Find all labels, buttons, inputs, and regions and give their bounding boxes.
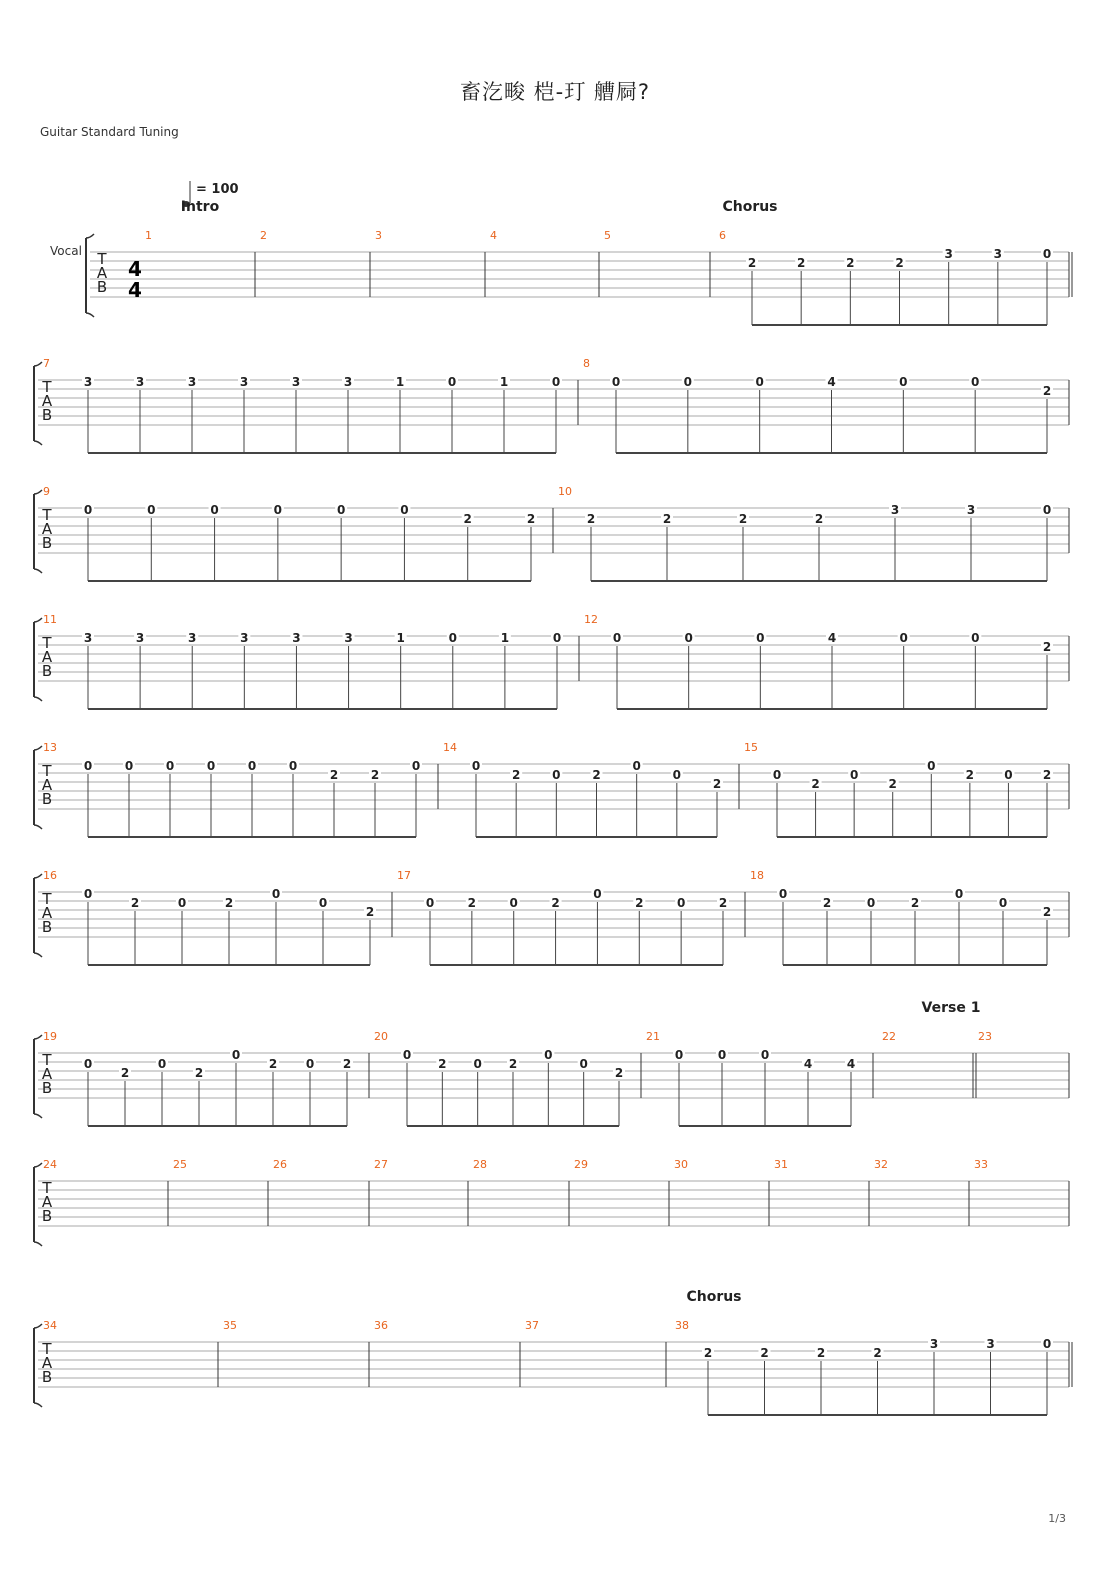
fret-number: 0 — [551, 375, 561, 389]
fret-number: 2 — [526, 512, 536, 526]
tab-clef-letter: A — [41, 1354, 53, 1372]
fret-number: 2 — [329, 768, 339, 782]
tab-clef-letter: B — [41, 1207, 53, 1225]
fret-number: 0 — [755, 375, 764, 389]
fret-number: 0 — [552, 768, 561, 782]
fret-number: 4 — [827, 631, 837, 645]
tab-clef-letter: A — [41, 520, 53, 538]
fret-number: 1 — [395, 375, 405, 389]
bar-number: 33 — [974, 1158, 988, 1171]
fret-number: 2 — [747, 256, 757, 270]
fret-number: 2 — [120, 1066, 130, 1080]
fret-number: 2 — [511, 768, 521, 782]
tab-clef-letter: A — [41, 1065, 53, 1083]
section-marker: Intro — [180, 199, 220, 215]
tab-clef-letter: B — [41, 662, 53, 680]
fret-number: 2 — [712, 777, 722, 791]
fret-number: 2 — [342, 1057, 352, 1071]
bar-number: 28 — [473, 1158, 487, 1171]
fret-number: 0 — [509, 896, 518, 910]
system-bracket-cap — [34, 1035, 42, 1118]
fret-number: 4 — [803, 1057, 813, 1071]
tab-clef-letter: B — [41, 790, 53, 808]
bar-number: 8 — [583, 357, 590, 370]
bar-number: 36 — [374, 1319, 388, 1332]
tab-clef-letter: T — [42, 378, 52, 396]
fret-number: 3 — [929, 1337, 939, 1351]
tab-clef-letter: T — [42, 890, 52, 908]
fret-number: 3 — [135, 631, 145, 645]
bar-number: 14 — [443, 741, 457, 754]
tab-clef-letter: A — [96, 264, 108, 282]
system-bracket-cap — [34, 746, 42, 829]
system-bracket-cap — [34, 874, 42, 957]
tab-clef-letter: B — [41, 406, 53, 424]
fret-number: 0 — [593, 887, 602, 901]
tab-clef-letter: T — [42, 762, 52, 780]
fret-number: 2 — [614, 1066, 624, 1080]
bar-number: 7 — [43, 357, 50, 370]
system-bracket-cap — [86, 234, 94, 317]
fret-number: 2 — [1042, 768, 1052, 782]
fret-number: 0 — [210, 503, 219, 517]
tab-clef-letter: B — [41, 1079, 53, 1097]
fret-number: 0 — [206, 759, 216, 773]
fret-number: 0 — [632, 759, 641, 773]
fret-number: 0 — [899, 631, 908, 645]
fret-number: 3 — [344, 631, 353, 645]
fret-number: 2 — [703, 1346, 713, 1360]
bar-number: 17 — [397, 869, 411, 882]
fret-number: 0 — [83, 503, 93, 517]
system-bracket-cap — [34, 618, 42, 701]
fret-number: 0 — [471, 759, 481, 773]
bar-number: 4 — [490, 229, 497, 242]
fret-number: 3 — [966, 503, 976, 517]
fret-number: 2 — [846, 256, 855, 270]
fret-number: 0 — [177, 896, 187, 910]
fret-number: 2 — [873, 1346, 882, 1360]
fret-number: 2 — [816, 1346, 826, 1360]
fret-number: 2 — [586, 512, 596, 526]
fret-number: 2 — [370, 768, 380, 782]
fret-number: 0 — [927, 759, 936, 773]
system-bracket-cap — [34, 1163, 42, 1246]
fret-number: 2 — [224, 896, 234, 910]
fret-number: 0 — [231, 1048, 241, 1062]
fret-number: 0 — [998, 896, 1008, 910]
tab-clef-letter: A — [41, 776, 53, 794]
bar-number: 32 — [874, 1158, 888, 1171]
fret-number: 3 — [240, 631, 249, 645]
fret-number: 0 — [402, 1048, 412, 1062]
fret-number: 2 — [738, 512, 748, 526]
fret-number: 3 — [188, 631, 197, 645]
bar-number: 10 — [558, 485, 572, 498]
bar-number: 38 — [675, 1319, 689, 1332]
bar-number: 12 — [584, 613, 598, 626]
tab-clef-letter: T — [42, 506, 52, 524]
fret-number: 3 — [135, 375, 145, 389]
bar-number: 19 — [43, 1030, 57, 1043]
fret-number: 0 — [778, 887, 788, 901]
tab-clef-letter: T — [97, 250, 107, 268]
fret-number: 2 — [965, 768, 975, 782]
section-marker: Verse 1 — [921, 1000, 981, 1016]
fret-number: 0 — [247, 759, 257, 773]
fret-number: 0 — [544, 1048, 553, 1062]
bar-number: 9 — [43, 485, 50, 498]
fret-number: 0 — [717, 1048, 727, 1062]
bar-number: 16 — [43, 869, 57, 882]
tab-clef-letter: B — [41, 918, 53, 936]
fret-number: 4 — [827, 375, 836, 389]
tab-clef-letter: A — [41, 392, 53, 410]
bar-number: 26 — [273, 1158, 287, 1171]
tab-clef-letter: A — [41, 904, 53, 922]
fret-number: 2 — [718, 896, 728, 910]
fret-number: 0 — [124, 759, 134, 773]
bar-number: 35 — [223, 1319, 237, 1332]
fret-number: 2 — [268, 1057, 278, 1071]
bar-number: 6 — [719, 229, 726, 242]
fret-number: 0 — [425, 896, 435, 910]
bar-number: 31 — [774, 1158, 788, 1171]
time-signature-top: 4 — [128, 257, 142, 281]
fret-number: 2 — [662, 512, 672, 526]
time-signature-bottom: 4 — [128, 278, 142, 302]
fret-number: 0 — [1042, 503, 1052, 517]
fret-number: 0 — [165, 759, 175, 773]
system-bracket-cap — [34, 1324, 42, 1407]
bar-number: 3 — [375, 229, 382, 242]
fret-number: 0 — [288, 759, 298, 773]
fret-number: 0 — [83, 887, 93, 901]
fret-number: 2 — [822, 896, 832, 910]
bar-number: 21 — [646, 1030, 660, 1043]
tab-clef-letter: T — [42, 1340, 52, 1358]
fret-number: 0 — [674, 1048, 684, 1062]
fret-number: 0 — [756, 631, 765, 645]
fret-number: 0 — [899, 375, 908, 389]
fret-number: 2 — [888, 777, 897, 791]
fret-number: 0 — [273, 503, 283, 517]
fret-number: 0 — [448, 631, 457, 645]
fret-number: 0 — [772, 768, 782, 782]
bar-number: 27 — [374, 1158, 388, 1171]
fret-number: 2 — [551, 896, 560, 910]
fret-number: 0 — [676, 896, 686, 910]
fret-number: 0 — [318, 896, 328, 910]
tab-clef-letter: B — [41, 1368, 53, 1386]
fret-number: 2 — [1042, 905, 1052, 919]
system-bracket-cap — [34, 362, 42, 445]
fret-number: 0 — [971, 631, 980, 645]
fret-number: 2 — [760, 1346, 769, 1360]
fret-number: 3 — [292, 631, 301, 645]
fret-number: 0 — [147, 503, 156, 517]
fret-number: 0 — [83, 1057, 93, 1071]
tuning-label: Guitar Standard Tuning — [40, 125, 179, 139]
fret-number: 0 — [1042, 1337, 1052, 1351]
fret-number: 2 — [1042, 384, 1052, 398]
bar-number: 15 — [744, 741, 758, 754]
fret-number: 0 — [672, 768, 682, 782]
fret-number: 0 — [271, 887, 281, 901]
bar-number: 34 — [43, 1319, 57, 1332]
tab-clef-letter: T — [42, 1179, 52, 1197]
bar-number: 18 — [750, 869, 764, 882]
fret-number: 2 — [194, 1066, 204, 1080]
fret-number: 3 — [944, 247, 953, 261]
fret-number: 0 — [612, 631, 622, 645]
fret-number: 3 — [187, 375, 197, 389]
fret-number: 0 — [411, 759, 421, 773]
section-marker: Chorus — [722, 199, 778, 215]
tab-clef-letter: T — [42, 634, 52, 652]
bar-number: 30 — [674, 1158, 688, 1171]
fret-number: 2 — [796, 256, 806, 270]
fret-number: 0 — [552, 631, 562, 645]
fret-number: 2 — [365, 905, 375, 919]
fret-number: 3 — [239, 375, 249, 389]
fret-number: 3 — [343, 375, 353, 389]
page-number: 1/3 — [1048, 1512, 1066, 1525]
tab-clef-letter: T — [42, 1051, 52, 1069]
fret-number: 2 — [438, 1057, 447, 1071]
fret-number: 2 — [1042, 640, 1052, 654]
fret-number: 3 — [83, 631, 93, 645]
bar-number: 22 — [882, 1030, 896, 1043]
fret-number: 0 — [1004, 768, 1013, 782]
fret-number: 1 — [396, 631, 405, 645]
tempo-marking: = 100 — [196, 182, 239, 197]
fret-number: 1 — [499, 375, 509, 389]
section-marker: Chorus — [686, 1289, 742, 1305]
fret-number: 2 — [130, 896, 140, 910]
instrument-label: Vocal — [50, 244, 82, 258]
fret-number: 1 — [500, 631, 510, 645]
fret-number: 0 — [336, 503, 346, 517]
fret-number: 0 — [157, 1057, 167, 1071]
fret-number: 3 — [890, 503, 900, 517]
fret-number: 2 — [463, 512, 472, 526]
fret-number: 3 — [291, 375, 301, 389]
fret-number: 2 — [814, 512, 824, 526]
fret-number: 3 — [993, 247, 1003, 261]
fret-number: 0 — [473, 1057, 482, 1071]
tab-clef-letter: B — [41, 534, 53, 552]
tab-clef-letter: A — [41, 648, 53, 666]
fret-number: 3 — [83, 375, 93, 389]
fret-number: 0 — [970, 375, 980, 389]
fret-number: 0 — [760, 1048, 770, 1062]
fret-number: 0 — [305, 1057, 315, 1071]
fret-number: 2 — [467, 896, 477, 910]
fret-number: 2 — [895, 256, 904, 270]
fret-number: 4 — [846, 1057, 856, 1071]
fret-number: 0 — [849, 768, 859, 782]
fret-number: 0 — [83, 759, 93, 773]
bar-number: 1 — [145, 229, 152, 242]
bar-number: 5 — [604, 229, 611, 242]
fret-number: 0 — [400, 503, 409, 517]
fret-number: 0 — [866, 896, 876, 910]
fret-number: 2 — [592, 768, 601, 782]
fret-number: 0 — [611, 375, 621, 389]
fret-number: 0 — [684, 631, 693, 645]
bar-number: 24 — [43, 1158, 57, 1171]
fret-number: 2 — [811, 777, 820, 791]
bar-number: 29 — [574, 1158, 588, 1171]
tab-clef-letter: A — [41, 1193, 53, 1211]
fret-number: 0 — [447, 375, 457, 389]
fret-number: 0 — [954, 887, 964, 901]
fret-number: 2 — [910, 896, 920, 910]
system-bracket-cap — [34, 490, 42, 573]
fret-number: 2 — [635, 896, 644, 910]
bar-number: 20 — [374, 1030, 388, 1043]
bar-number: 23 — [978, 1030, 992, 1043]
fret-number: 0 — [683, 375, 693, 389]
bar-number: 11 — [43, 613, 57, 626]
bar-number: 13 — [43, 741, 57, 754]
fret-number: 2 — [508, 1057, 518, 1071]
fret-number: 0 — [579, 1057, 588, 1071]
bar-number: 2 — [260, 229, 267, 242]
fret-number: 3 — [986, 1337, 995, 1351]
song-title: 畜汔畯 桤-玎 艚屙? — [459, 80, 651, 104]
bar-number: 25 — [173, 1158, 187, 1171]
bar-number: 37 — [525, 1319, 539, 1332]
fret-number: 0 — [1042, 247, 1052, 261]
tab-clef-letter: B — [96, 278, 108, 296]
